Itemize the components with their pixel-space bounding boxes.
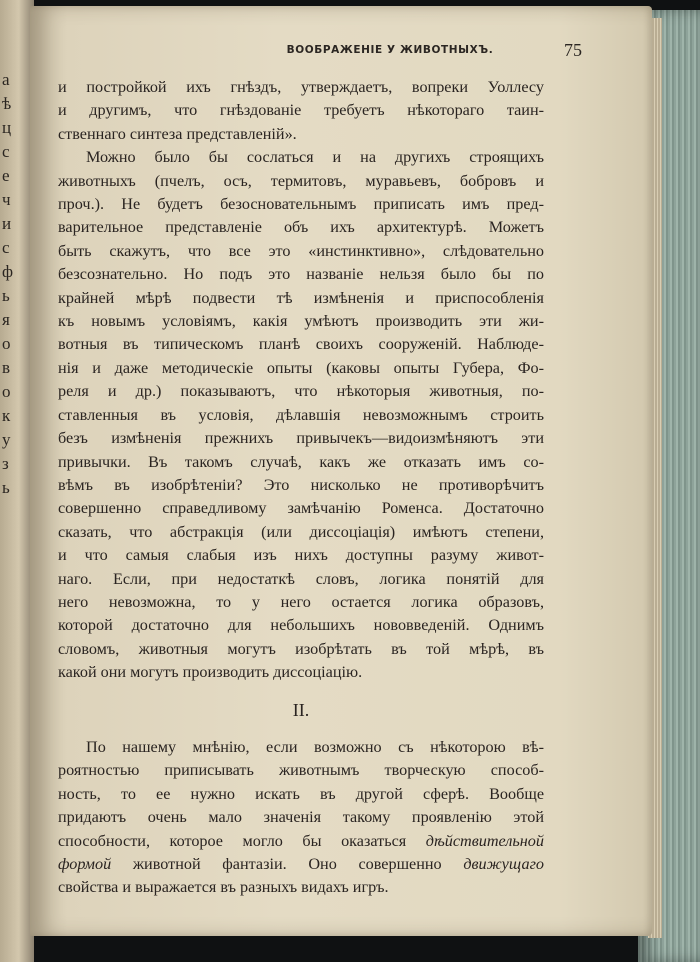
left-page-fragment: к: [2, 406, 11, 425]
text-line: безъ измѣненія прежнихъ привычекъ—видоизмѣняютъ эти: [58, 429, 544, 448]
text-line: къ новымъ условіямъ, какія умѣютъ производить эти жи-: [58, 312, 544, 331]
text-line: ственнаго синтеза представленій».: [58, 124, 297, 143]
text-run: способности, которое могло бы оказаться: [58, 831, 407, 850]
left-page-fragment: с: [2, 238, 10, 257]
page-number: 75: [564, 40, 582, 60]
text-line: ставленныя въ условія, дѣлавшія невозможнымъ строить: [58, 405, 544, 424]
left-page-fragment: о: [2, 382, 11, 401]
section-heading: II.: [292, 699, 310, 720]
text-line: наго. Если, при недостаткѣ словъ, логика понятій для: [58, 569, 544, 588]
text-line: совершенно справедливому замѣчанію Роменса. Достаточно: [58, 499, 544, 518]
left-page-fragment: ф: [2, 262, 14, 281]
left-page-fragment: ь: [2, 478, 10, 497]
text-line: реля и др.) показываютъ, что нѣкоторыя животныя, по-: [58, 382, 544, 401]
text-line: безсознательно. Но подъ это названіе нельзя было бы по: [58, 265, 544, 284]
text-line: словомъ, животныя могутъ изобрѣтать въ той мѣрѣ, въ: [58, 639, 544, 658]
text-line: варительное представленіе объ ихъ архитектурѣ. Можетъ: [58, 218, 544, 237]
left-page-fragment: ч: [2, 190, 11, 209]
left-page-fragment: с: [2, 142, 10, 161]
text-line-with-italic: [58, 830, 544, 853]
text-line-with-italic: [58, 853, 544, 876]
text-line: свойства и выражается въ разныхъ видахъ игръ.: [58, 878, 389, 897]
text-line: привычки. Въ такомъ случаѣ, какъ же отказать имъ со-: [58, 452, 544, 471]
text-line: быть скажутъ, что все это «инстинктивно», слѣдовательно: [58, 241, 544, 260]
text-line: нія и даже методическіе опыты (каковы опыты Губера, Фо-: [58, 358, 544, 377]
italic-word: формой: [58, 854, 112, 873]
left-page-fragment: в: [2, 358, 11, 377]
left-page-fragment: у: [2, 430, 11, 449]
text-line: и постройкой ихъ гнѣздъ, утверждаетъ, вопреки Уоллесу: [58, 78, 544, 96]
text-line: вѣмъ въ изобрѣтеніи? Это нисколько не противорѣчитъ: [58, 475, 544, 494]
text-line: Можно было бы сослаться и на другихъ строящихъ: [86, 148, 544, 167]
text-line: По нашему мнѣнію, если возможно съ нѣкоторою вѣ-: [86, 737, 544, 756]
left-page-fragment: ь: [2, 286, 10, 305]
text-line: какой они могутъ производить диссоціацію.: [58, 663, 363, 682]
left-page-edge: [0, 0, 34, 962]
left-page-fragment: и: [2, 214, 12, 233]
text-line: и что самыя слабыя изъ нихъ доступны разуму живот-: [58, 546, 544, 565]
left-page-fragment: а: [2, 70, 10, 89]
italic-word: дѣйствительной: [425, 831, 544, 850]
book-page: [30, 6, 652, 936]
left-page-fragment: ѣ: [2, 94, 12, 113]
text-line: придаютъ очень мало значенія такому проявленію этой: [58, 808, 544, 827]
text-line: животныхъ (пчелъ, осъ, термитовъ, муравьевъ, бобровъ и: [58, 171, 544, 190]
text-line: которой достаточно для небольшихъ нововведеній. Однимъ: [58, 616, 544, 635]
left-page-fragment: е: [2, 166, 10, 185]
page-body: [58, 76, 544, 900]
italic-word: движущаго: [463, 854, 544, 873]
text-line: крайней мѣрѣ подвести тѣ измѣненія и приспособленія: [58, 288, 544, 307]
text-line: сказать, что абстракція (или диссоціація) имѣютъ степени,: [58, 522, 544, 541]
left-page-fragment: о: [2, 334, 11, 353]
running-header: ВООБРАЖЕНІЕ У ЖИВОТНЫХЪ.: [286, 44, 494, 56]
text-line: вотныя въ типическомъ планѣ своихъ сооруженій. Наблюде-: [58, 335, 544, 354]
left-page-fragment: я: [2, 310, 10, 329]
text-line: и другимъ, что гнѣздованіе требуетъ нѣкотораго таин-: [58, 101, 544, 120]
text-line: него невозможна, то у него остается логика образовъ,: [58, 592, 544, 611]
text-line: проч.). Не будетъ безосновательнымъ приписать имъ пред-: [58, 195, 544, 214]
left-page-fragment: з: [2, 454, 9, 473]
text-line: роятностью приписывать животнымъ творческую способ-: [58, 761, 544, 780]
text-line: ность, то ее нужно искать въ другой сферѣ. Вообще: [58, 784, 544, 803]
text-run: животной фантазіи. Оно совершенно: [132, 854, 442, 873]
left-page-fragment: ц: [2, 118, 12, 137]
